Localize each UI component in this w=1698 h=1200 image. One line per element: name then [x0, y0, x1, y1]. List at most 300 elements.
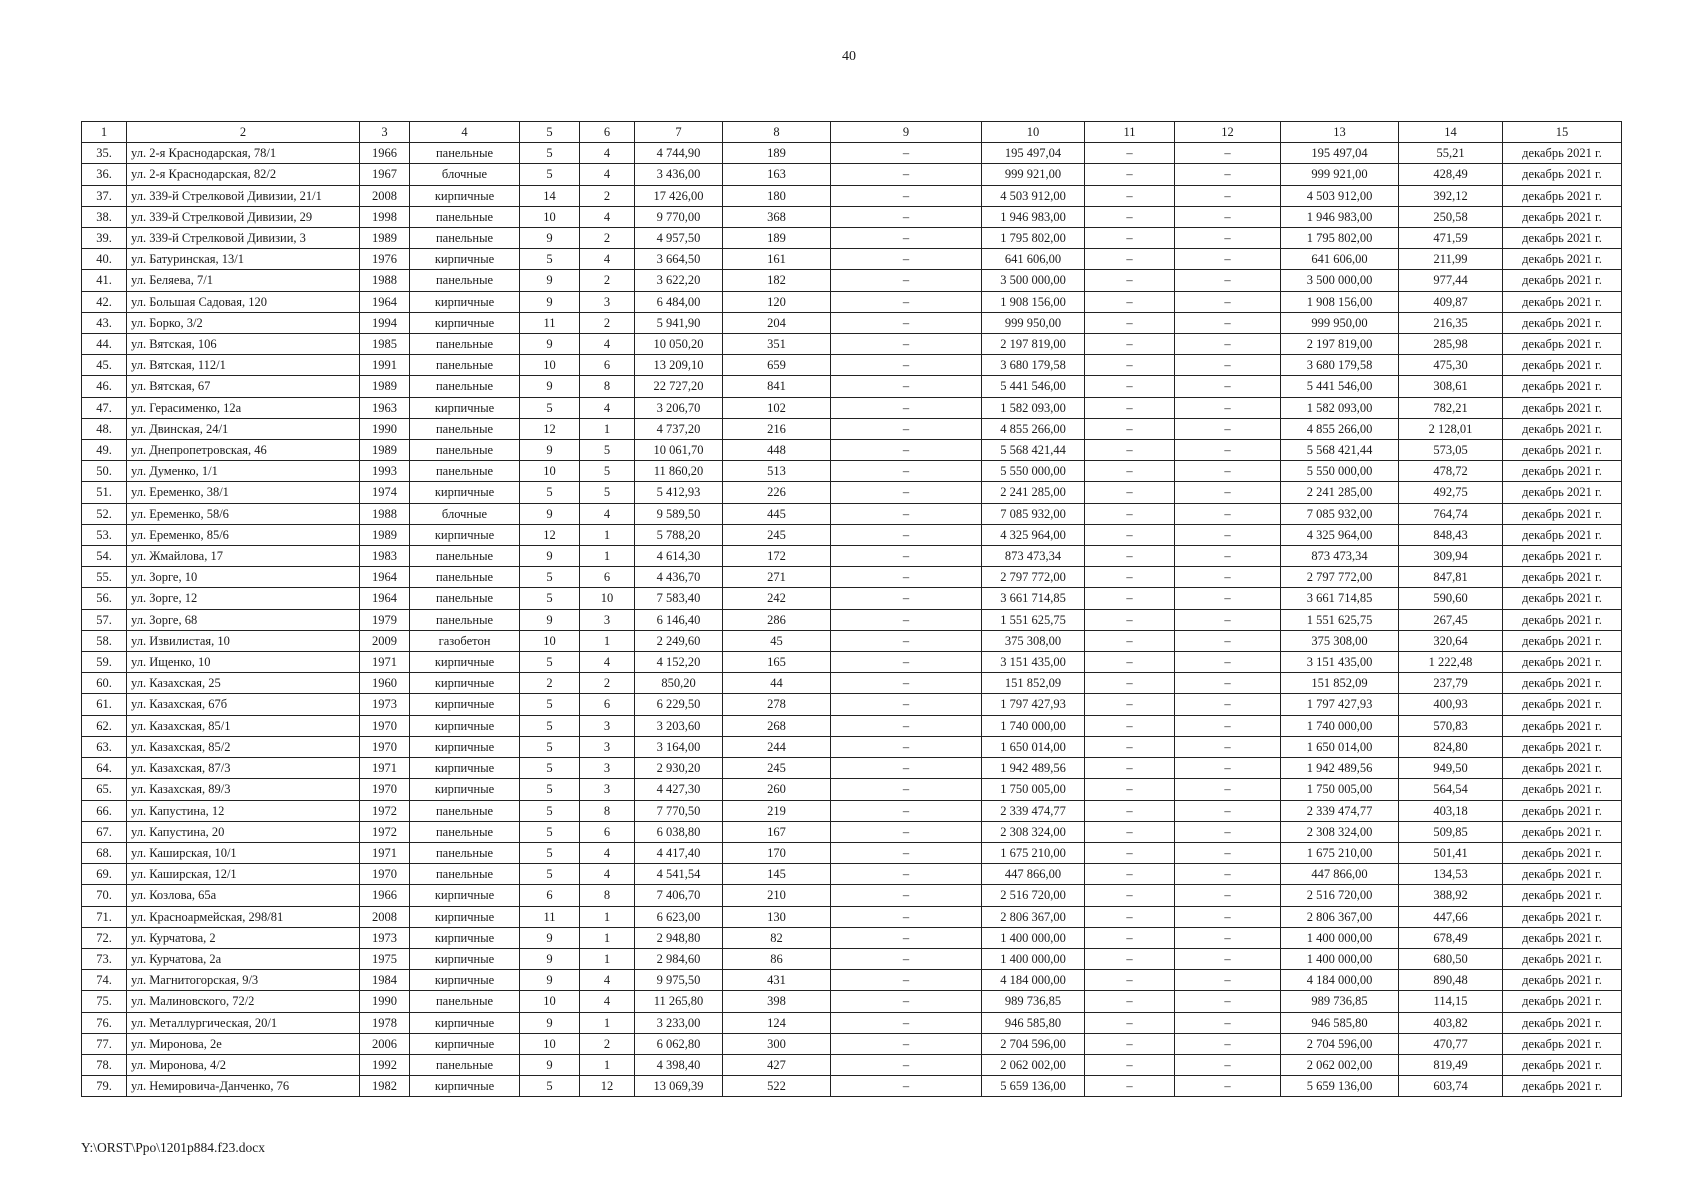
table-body	[82, 143, 1622, 1097]
table-cell: 6	[520, 885, 580, 906]
column-header: 8	[723, 122, 831, 143]
table-cell: декабрь 2021 г.	[1503, 546, 1622, 567]
table-cell: 2 241 285,00	[1281, 482, 1399, 503]
table-row	[82, 800, 1622, 821]
table-cell: 1	[580, 524, 635, 545]
table-cell: 4	[580, 842, 635, 863]
table-cell: 6	[580, 821, 635, 842]
table-cell: декабрь 2021 г.	[1503, 588, 1622, 609]
table-cell: панельные	[410, 440, 520, 461]
table-cell: 1989	[360, 228, 410, 249]
table-cell: газобетон	[410, 630, 520, 651]
table-cell: кирпичные	[410, 715, 520, 736]
table-cell: ул. Миронова, 2е	[127, 1033, 360, 1054]
table-cell: –	[831, 609, 982, 630]
column-header: 15	[1503, 122, 1622, 143]
table-cell: 1989	[360, 440, 410, 461]
table-cell: ул. Магнитогорская, 9/3	[127, 970, 360, 991]
table-cell: 1993	[360, 461, 410, 482]
table-cell: 400,93	[1399, 694, 1503, 715]
table-cell: 5	[520, 715, 580, 736]
table-cell: 1 946 983,00	[1281, 206, 1399, 227]
table-cell: 245	[723, 524, 831, 545]
table-cell: 375 308,00	[1281, 630, 1399, 651]
table-cell: 4 737,20	[635, 418, 723, 439]
table-cell: 77.	[82, 1033, 127, 1054]
table-cell: 58.	[82, 630, 127, 651]
table-row	[82, 948, 1622, 969]
table-cell: 10	[520, 355, 580, 376]
table-cell: ул. Беляева, 7/1	[127, 270, 360, 291]
table-cell: панельные	[410, 609, 520, 630]
table-cell: –	[1175, 206, 1281, 227]
table-cell: –	[831, 334, 982, 355]
table-cell: 13 209,10	[635, 355, 723, 376]
table-cell: –	[1085, 312, 1175, 333]
table-cell: декабрь 2021 г.	[1503, 291, 1622, 312]
table-cell: –	[831, 948, 982, 969]
table-cell: ул. Казахская, 87/3	[127, 758, 360, 779]
table-cell: 1	[580, 927, 635, 948]
table-cell: ул. Немировича-Данченко, 76	[127, 1076, 360, 1097]
table-cell: 1 908 156,00	[982, 291, 1085, 312]
table-cell: 4 152,20	[635, 652, 723, 673]
table-cell: 189	[723, 143, 831, 164]
table-cell: –	[1085, 736, 1175, 757]
table-cell: 9	[520, 270, 580, 291]
table-cell: 2 062 002,00	[1281, 1054, 1399, 1075]
table-cell: 6	[580, 694, 635, 715]
table-cell: 43.	[82, 312, 127, 333]
table-cell: –	[831, 927, 982, 948]
table-cell: ул. Думенко, 1/1	[127, 461, 360, 482]
table-cell: 9 975,50	[635, 970, 723, 991]
table-cell: 216	[723, 418, 831, 439]
table-cell: 3	[580, 758, 635, 779]
table-cell: –	[1085, 334, 1175, 355]
table-cell: 4	[580, 164, 635, 185]
table-cell: 4 503 912,00	[1281, 185, 1399, 206]
table-cell: ул. 2-я Краснодарская, 82/2	[127, 164, 360, 185]
table-cell: ул. 339-й Стрелковой Дивизии, 3	[127, 228, 360, 249]
table-cell: 2006	[360, 1033, 410, 1054]
table-cell: –	[831, 397, 982, 418]
table-cell: 22 727,20	[635, 376, 723, 397]
table-cell: 375 308,00	[982, 630, 1085, 651]
table-cell: 1 675 210,00	[982, 842, 1085, 863]
table-cell: 1989	[360, 524, 410, 545]
table-cell: 4	[580, 143, 635, 164]
table-cell: –	[831, 821, 982, 842]
table-cell: 2008	[360, 906, 410, 927]
table-row	[82, 927, 1622, 948]
table-cell: –	[1175, 991, 1281, 1012]
table-cell: 680,50	[1399, 948, 1503, 969]
table-cell: 7 085 932,00	[982, 503, 1085, 524]
table-cell: –	[1085, 440, 1175, 461]
table-cell: 1970	[360, 864, 410, 885]
table-cell: декабрь 2021 г.	[1503, 249, 1622, 270]
table-cell: декабрь 2021 г.	[1503, 228, 1622, 249]
table-cell: ул. Курчатова, 2	[127, 927, 360, 948]
table-cell: 8	[580, 885, 635, 906]
table-cell: 848,43	[1399, 524, 1503, 545]
table-cell: –	[1085, 1076, 1175, 1097]
table-cell: 72.	[82, 927, 127, 948]
table-cell: 1976	[360, 249, 410, 270]
table-cell: блочные	[410, 503, 520, 524]
table-cell: 161	[723, 249, 831, 270]
table-cell: 120	[723, 291, 831, 312]
table-row	[82, 609, 1622, 630]
table-cell: декабрь 2021 г.	[1503, 694, 1622, 715]
table-cell: –	[1175, 228, 1281, 249]
table-cell: 403,18	[1399, 800, 1503, 821]
table-cell: –	[831, 482, 982, 503]
table-cell: 1970	[360, 715, 410, 736]
column-number-row	[82, 122, 1622, 143]
table-cell: 5	[580, 482, 635, 503]
table-cell: –	[1085, 758, 1175, 779]
table-cell: –	[1085, 249, 1175, 270]
table-cell: 1972	[360, 821, 410, 842]
table-cell: 3 680 179,58	[1281, 355, 1399, 376]
table-cell: кирпичные	[410, 927, 520, 948]
table-cell: –	[1175, 291, 1281, 312]
table-cell: 1971	[360, 842, 410, 863]
table-cell: 3 436,00	[635, 164, 723, 185]
column-header: 9	[831, 122, 982, 143]
table-cell: 1	[580, 418, 635, 439]
table-cell: декабрь 2021 г.	[1503, 842, 1622, 863]
table-cell: –	[831, 864, 982, 885]
table-cell: –	[831, 630, 982, 651]
table-cell: ул. Капустина, 12	[127, 800, 360, 821]
table-cell: –	[831, 1012, 982, 1033]
table-cell: 470,77	[1399, 1033, 1503, 1054]
table-cell: 7 770,50	[635, 800, 723, 821]
table-cell: декабрь 2021 г.	[1503, 864, 1622, 885]
table-cell: 824,80	[1399, 736, 1503, 757]
table-row	[82, 312, 1622, 333]
table-cell: 151 852,09	[982, 673, 1085, 694]
table-cell: 57.	[82, 609, 127, 630]
table-cell: 4	[580, 970, 635, 991]
table-cell: 403,82	[1399, 1012, 1503, 1033]
table-cell: 475,30	[1399, 355, 1503, 376]
table-cell: 368	[723, 206, 831, 227]
table-cell: 949,50	[1399, 758, 1503, 779]
table-cell: 946 585,80	[1281, 1012, 1399, 1033]
table-cell: ул. Капустина, 20	[127, 821, 360, 842]
table-cell: 4	[580, 334, 635, 355]
table-cell: 398	[723, 991, 831, 1012]
table-cell: 9	[520, 503, 580, 524]
table-cell: декабрь 2021 г.	[1503, 652, 1622, 673]
table-cell: 1 222,48	[1399, 652, 1503, 673]
table-cell: 445	[723, 503, 831, 524]
table-cell: 4	[580, 249, 635, 270]
table-cell: 447,66	[1399, 906, 1503, 927]
table-cell: 3	[580, 609, 635, 630]
table-cell: декабрь 2021 г.	[1503, 143, 1622, 164]
table-cell: –	[1175, 948, 1281, 969]
table-cell: кирпичные	[410, 694, 520, 715]
table-cell: 999 950,00	[1281, 312, 1399, 333]
table-cell: –	[1085, 567, 1175, 588]
table-cell: 4	[580, 991, 635, 1012]
table-cell: декабрь 2021 г.	[1503, 1054, 1622, 1075]
table-cell: панельные	[410, 206, 520, 227]
table-cell: 2 516 720,00	[1281, 885, 1399, 906]
table-cell: ул. Днепропетровская, 46	[127, 440, 360, 461]
table-cell: кирпичные	[410, 397, 520, 418]
table-cell: декабрь 2021 г.	[1503, 524, 1622, 545]
table-cell: 1990	[360, 991, 410, 1012]
table-cell: кирпичные	[410, 524, 520, 545]
table-cell: 134,53	[1399, 864, 1503, 885]
table-cell: декабрь 2021 г.	[1503, 927, 1622, 948]
table-cell: декабрь 2021 г.	[1503, 1033, 1622, 1054]
table-cell: 1991	[360, 355, 410, 376]
table-cell: 5	[520, 249, 580, 270]
table-cell: 1971	[360, 758, 410, 779]
table-row	[82, 228, 1622, 249]
table-cell: декабрь 2021 г.	[1503, 758, 1622, 779]
table-cell: декабрь 2021 г.	[1503, 821, 1622, 842]
table-cell: 6	[580, 567, 635, 588]
table-cell: кирпичные	[410, 482, 520, 503]
table-cell: 1982	[360, 1076, 410, 1097]
table-cell: 9	[520, 927, 580, 948]
table-row	[82, 524, 1622, 545]
table-cell: –	[1175, 440, 1281, 461]
table-cell: 5 441 546,00	[1281, 376, 1399, 397]
table-cell: 124	[723, 1012, 831, 1033]
table-cell: декабрь 2021 г.	[1503, 440, 1622, 461]
table-cell: 69.	[82, 864, 127, 885]
table-cell: 41.	[82, 270, 127, 291]
table-cell: 1979	[360, 609, 410, 630]
table-cell: 54.	[82, 546, 127, 567]
table-cell: 3 233,00	[635, 1012, 723, 1033]
table-cell: 55.	[82, 567, 127, 588]
table-cell: 9 770,00	[635, 206, 723, 227]
table-cell: 73.	[82, 948, 127, 969]
table-cell: кирпичные	[410, 185, 520, 206]
table-cell: –	[831, 694, 982, 715]
table-cell: 2 797 772,00	[1281, 567, 1399, 588]
table-cell: 6	[580, 355, 635, 376]
table-cell: 4 855 266,00	[1281, 418, 1399, 439]
table-cell: декабрь 2021 г.	[1503, 355, 1622, 376]
table-cell: ул. Батуринская, 13/1	[127, 249, 360, 270]
table-cell: 501,41	[1399, 842, 1503, 863]
table-cell: 9	[520, 546, 580, 567]
table-row	[82, 991, 1622, 1012]
table-cell: 1 675 210,00	[1281, 842, 1399, 863]
table-cell: 165	[723, 652, 831, 673]
table-cell: 5	[520, 758, 580, 779]
table-cell: 8	[580, 800, 635, 821]
table-cell: –	[831, 524, 982, 545]
table-cell: 782,21	[1399, 397, 1503, 418]
table-cell: 45.	[82, 355, 127, 376]
table-cell: –	[831, 715, 982, 736]
table-cell: –	[1175, 842, 1281, 863]
table-cell: декабрь 2021 г.	[1503, 503, 1622, 524]
table-row	[82, 1076, 1622, 1097]
table-cell: 5 568 421,44	[982, 440, 1085, 461]
table-cell: 78.	[82, 1054, 127, 1075]
table-cell: 1 400 000,00	[982, 948, 1085, 969]
table-cell: кирпичные	[410, 673, 520, 694]
table-cell: –	[1085, 503, 1175, 524]
table-cell: 351	[723, 334, 831, 355]
table-cell: –	[1085, 482, 1175, 503]
table-cell: ул. Еременко, 38/1	[127, 482, 360, 503]
table-cell: 44.	[82, 334, 127, 355]
table-cell: 989 736,85	[1281, 991, 1399, 1012]
table-cell: 5	[520, 842, 580, 863]
table-cell: –	[1085, 821, 1175, 842]
table-cell: –	[1175, 673, 1281, 694]
table-cell: 46.	[82, 376, 127, 397]
table-cell: 1 650 014,00	[1281, 736, 1399, 757]
table-cell: 1985	[360, 334, 410, 355]
table-cell: ул. Большая Садовая, 120	[127, 291, 360, 312]
table-row	[82, 376, 1622, 397]
table-cell: 7 085 932,00	[1281, 503, 1399, 524]
table-cell: кирпичные	[410, 758, 520, 779]
table-cell: 130	[723, 906, 831, 927]
table-cell: кирпичные	[410, 970, 520, 991]
table-cell: 1970	[360, 779, 410, 800]
table-cell: декабрь 2021 г.	[1503, 482, 1622, 503]
table-cell: 2 241 285,00	[982, 482, 1085, 503]
table-cell: 1988	[360, 503, 410, 524]
table-cell: 1	[580, 948, 635, 969]
table-cell: 999 921,00	[982, 164, 1085, 185]
table-cell: –	[1085, 291, 1175, 312]
table-row	[82, 440, 1622, 461]
table-cell: декабрь 2021 г.	[1503, 270, 1622, 291]
table-cell: –	[1175, 376, 1281, 397]
table-cell: –	[1085, 270, 1175, 291]
table-cell: 82	[723, 927, 831, 948]
table-cell: –	[1085, 397, 1175, 418]
table-cell: 39.	[82, 228, 127, 249]
table-cell: 9	[520, 334, 580, 355]
table-cell: 66.	[82, 800, 127, 821]
table-cell: 1 551 625,75	[1281, 609, 1399, 630]
table-cell: панельные	[410, 355, 520, 376]
table-cell: 50.	[82, 461, 127, 482]
table-cell: –	[831, 312, 982, 333]
table-cell: –	[1085, 524, 1175, 545]
table-cell: 1 740 000,00	[982, 715, 1085, 736]
table-cell: 2 062 002,00	[982, 1054, 1085, 1075]
table-cell: 2 249,60	[635, 630, 723, 651]
table-cell: декабрь 2021 г.	[1503, 185, 1622, 206]
table-cell: 522	[723, 1076, 831, 1097]
table-cell: панельные	[410, 842, 520, 863]
table-cell: 4 184 000,00	[982, 970, 1085, 991]
table-cell: 8	[580, 376, 635, 397]
table-row	[82, 906, 1622, 927]
table-cell: 1	[580, 1012, 635, 1033]
table-cell: 4 855 266,00	[982, 418, 1085, 439]
table-cell: декабрь 2021 г.	[1503, 1076, 1622, 1097]
table-cell: –	[1085, 630, 1175, 651]
table-cell: 210	[723, 885, 831, 906]
table-cell: –	[1175, 185, 1281, 206]
table-cell: ул. Ищенко, 10	[127, 652, 360, 673]
table-cell: декабрь 2021 г.	[1503, 948, 1622, 969]
table-cell: 9	[520, 440, 580, 461]
table-cell: –	[1085, 1012, 1175, 1033]
table-row	[82, 206, 1622, 227]
table-cell: 12	[580, 1076, 635, 1097]
table-cell: кирпичные	[410, 291, 520, 312]
table-cell: 70.	[82, 885, 127, 906]
table-cell: –	[1175, 1012, 1281, 1033]
footer-file-path: Y:\ORST\Ppo\1201p884.f23.docx	[81, 1140, 266, 1155]
table-cell: 167	[723, 821, 831, 842]
table-cell: 242	[723, 588, 831, 609]
table-cell: панельные	[410, 588, 520, 609]
table-cell: 2 339 474,77	[1281, 800, 1399, 821]
table-cell: 62.	[82, 715, 127, 736]
table-cell: –	[1175, 482, 1281, 503]
table-row	[82, 291, 1622, 312]
table-cell: 9	[520, 1012, 580, 1033]
table-cell: 6 146,40	[635, 609, 723, 630]
table-row	[82, 546, 1622, 567]
table-cell: ул. Двинская, 24/1	[127, 418, 360, 439]
table-cell: ул. Казахская, 85/1	[127, 715, 360, 736]
table-cell: –	[1175, 779, 1281, 800]
table-cell: –	[1175, 694, 1281, 715]
table-cell: 641 606,00	[1281, 249, 1399, 270]
table-cell: 10	[520, 991, 580, 1012]
table-cell: 172	[723, 546, 831, 567]
table-cell: панельные	[410, 418, 520, 439]
table-cell: 999 921,00	[1281, 164, 1399, 185]
table-cell: 9	[520, 1054, 580, 1075]
table-cell: –	[831, 736, 982, 757]
table-cell: 1 400 000,00	[1281, 927, 1399, 948]
table-cell: 11	[520, 312, 580, 333]
table-cell: 5	[520, 164, 580, 185]
table-cell: 392,12	[1399, 185, 1503, 206]
table-cell: 44	[723, 673, 831, 694]
table-cell: 47.	[82, 397, 127, 418]
table-cell: 2	[580, 228, 635, 249]
table-cell: 4 184 000,00	[1281, 970, 1399, 991]
column-header: 11	[1085, 122, 1175, 143]
table-cell: 1994	[360, 312, 410, 333]
table-cell: 492,75	[1399, 482, 1503, 503]
table-cell: –	[1085, 143, 1175, 164]
table-cell: –	[1175, 270, 1281, 291]
table-cell: 271	[723, 567, 831, 588]
table-cell: 1970	[360, 736, 410, 757]
table-cell: ул. Красноармейская, 298/81	[127, 906, 360, 927]
table-cell: 1973	[360, 927, 410, 948]
table-cell: 873 473,34	[1281, 546, 1399, 567]
table-cell: ул. 2-я Краснодарская, 78/1	[127, 143, 360, 164]
